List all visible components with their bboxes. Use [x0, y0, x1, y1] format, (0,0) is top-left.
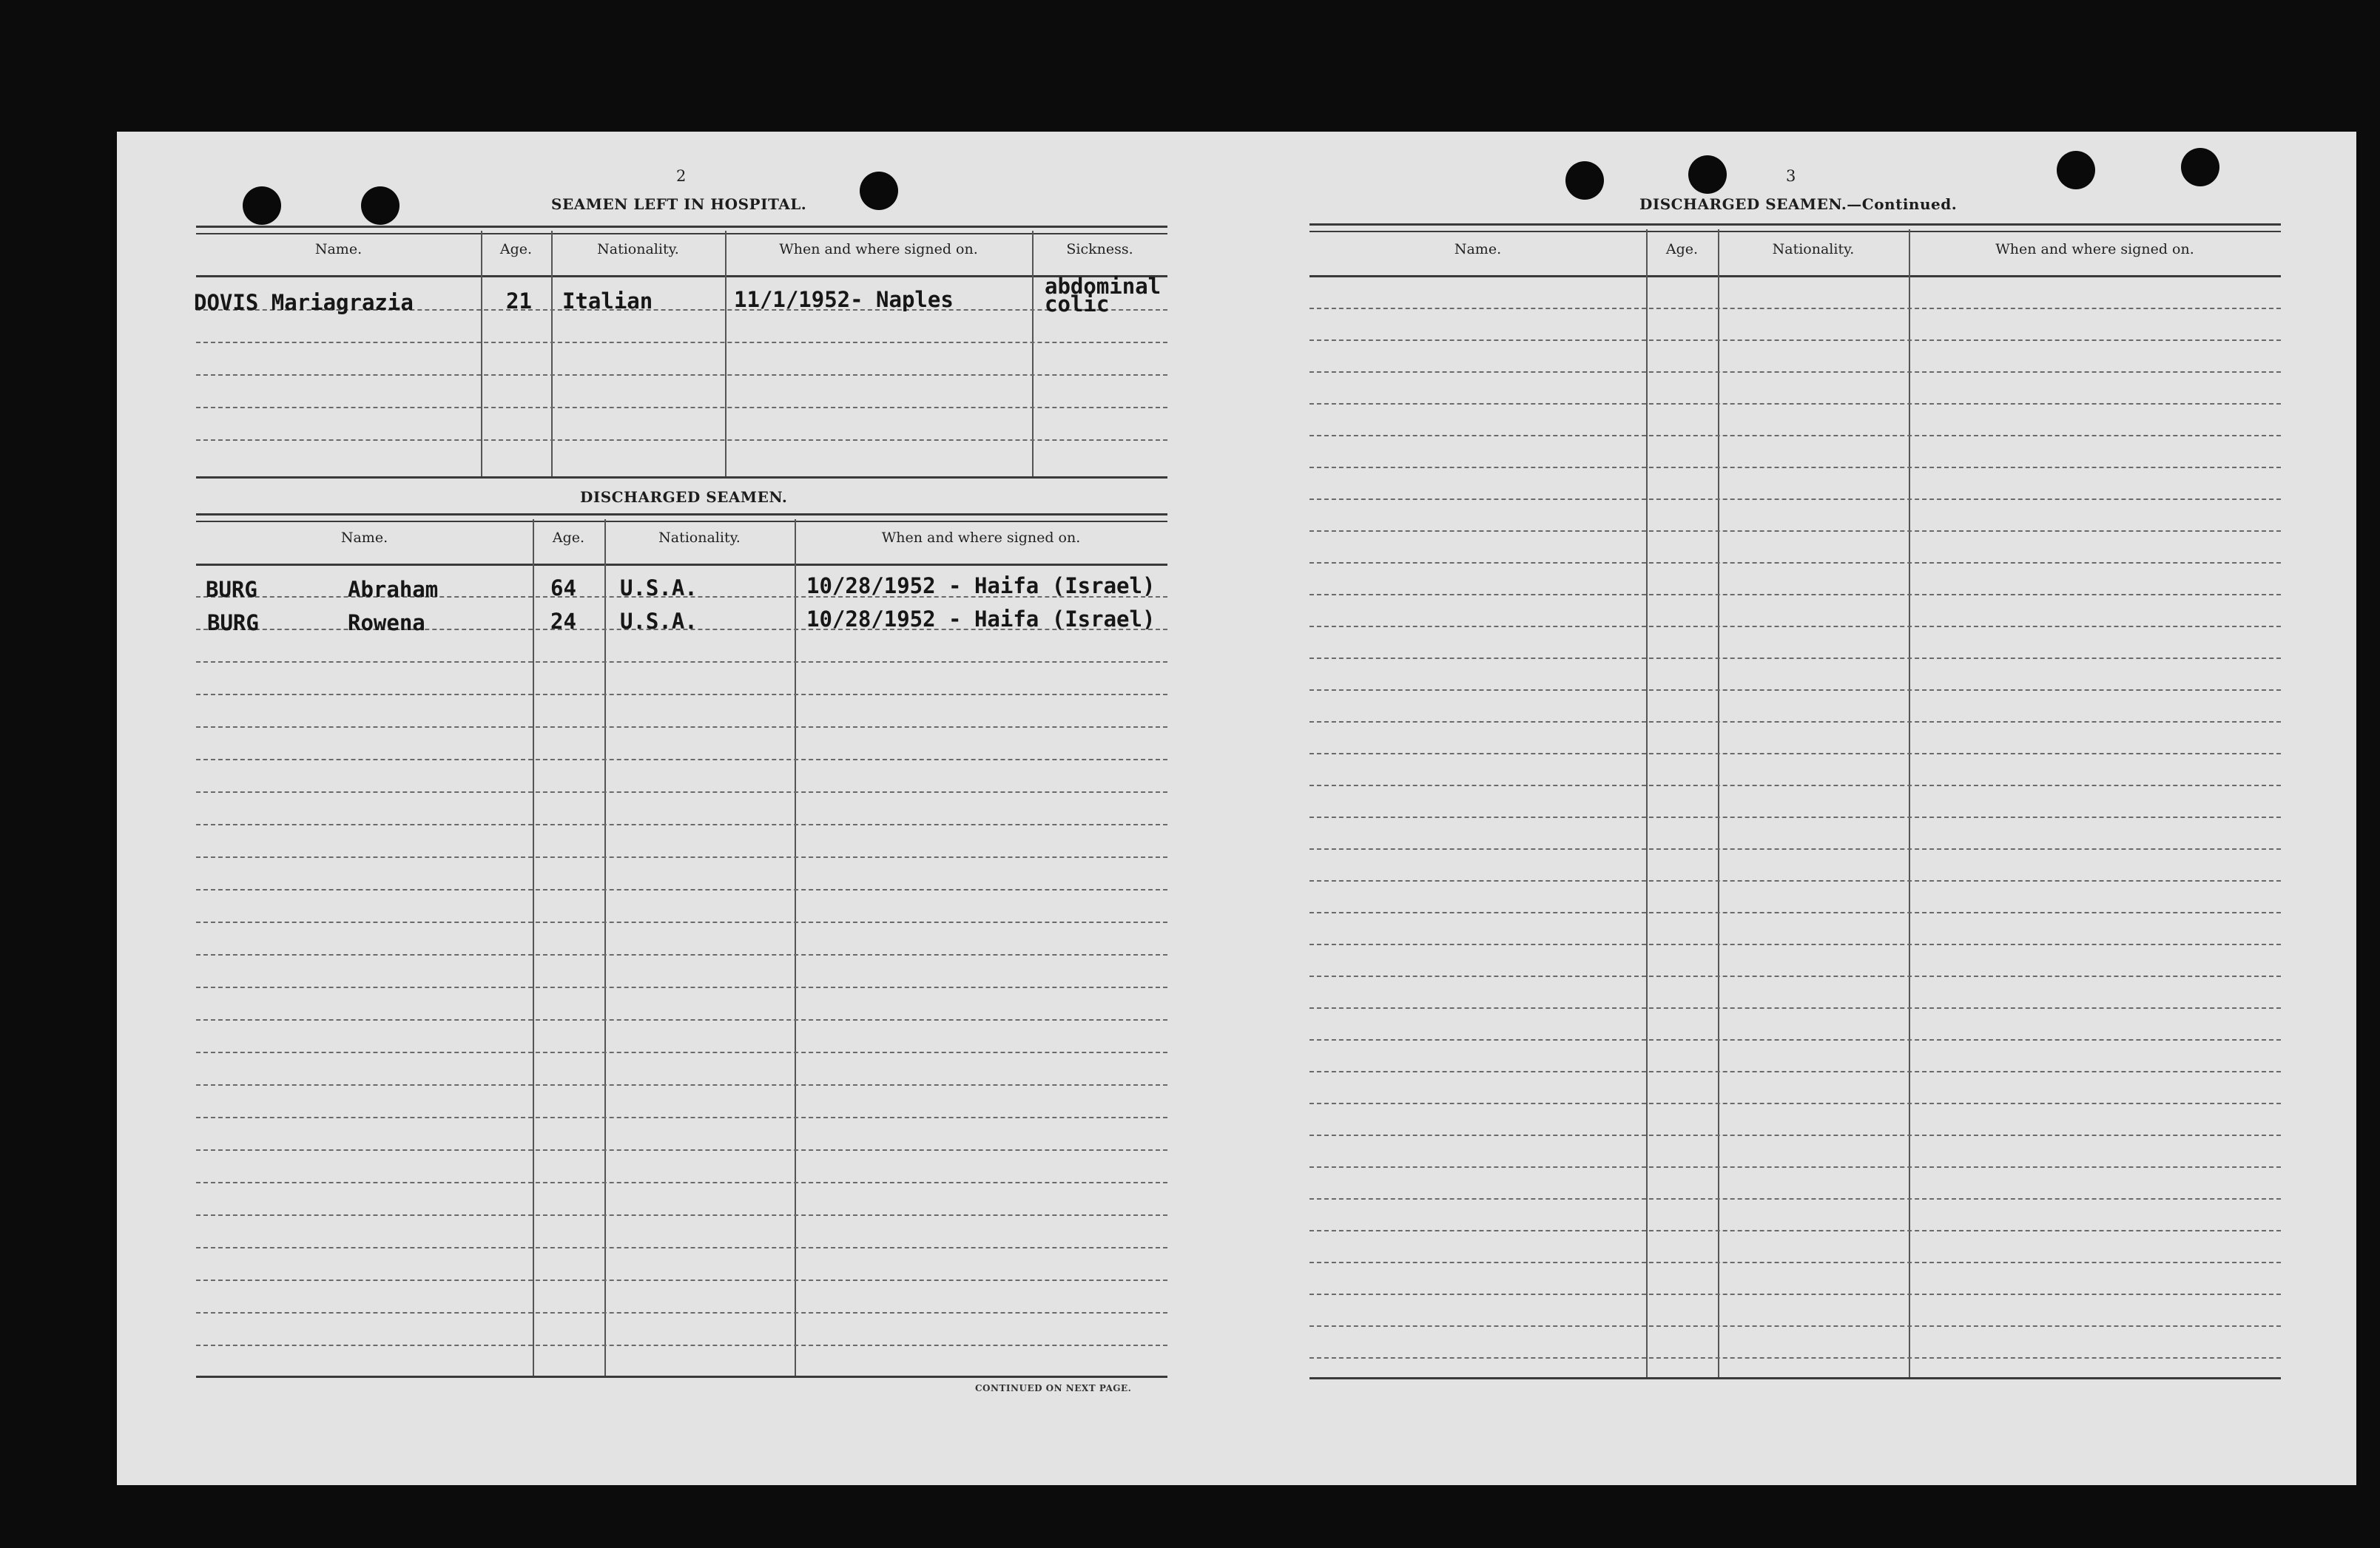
hospital-header-rule	[196, 226, 1167, 234]
discharged-subheader-rule	[196, 564, 1167, 566]
continued-footer: CONTINUED ON NEXT PAGE.	[975, 1383, 1132, 1393]
ruled-line	[196, 1149, 1167, 1151]
ruled-line	[1309, 785, 2281, 786]
ruled-line	[196, 342, 1167, 343]
discharged-entry-nationality: U.S.A.	[620, 609, 698, 634]
ruled-line	[196, 694, 1167, 695]
ruled-line	[1309, 467, 2281, 468]
ruled-line	[1309, 1357, 2281, 1359]
ruled-line	[196, 374, 1167, 376]
discharged-continued-title: DISCHARGED SEAMEN.—Continued.	[1639, 195, 1958, 213]
hospital-entry-sickness-cont: colic	[1045, 291, 1110, 317]
ruled-line	[196, 889, 1167, 890]
ruled-line	[196, 856, 1167, 858]
ruled-line	[1309, 753, 2281, 754]
ruled-line	[196, 1052, 1167, 1053]
punch-hole	[2181, 148, 2219, 186]
ruled-line	[1309, 1135, 2281, 1136]
right-header-rule	[1309, 223, 2281, 232]
discharged-entry-signed-on: 10/28/1952 - Haifa (Israel)	[806, 573, 1156, 598]
ruled-line	[1309, 1262, 2281, 1263]
ruled-line	[196, 439, 1167, 441]
ruled-line	[1309, 371, 2281, 373]
punch-hole	[1565, 161, 1604, 200]
ruled-line	[1309, 594, 2281, 595]
right-col-name: Name.	[1454, 241, 1502, 257]
discharged-entry-nationality: U.S.A.	[620, 575, 698, 601]
hospital-col-nationality: Nationality.	[597, 241, 679, 257]
right-subheader-rule	[1309, 275, 2281, 277]
ruled-line	[1309, 403, 2281, 405]
hospital-entry-nationality: Italian	[562, 288, 653, 314]
ruled-line	[196, 1247, 1167, 1248]
ruled-line	[196, 922, 1167, 923]
ruled-line	[196, 824, 1167, 825]
ruled-line	[1309, 1166, 2281, 1168]
ruled-line	[196, 759, 1167, 760]
ruled-line	[196, 661, 1167, 663]
hospital-entry-age: 21	[506, 288, 532, 314]
column-divider	[1909, 229, 1910, 1377]
punch-hole	[1688, 155, 1727, 194]
ruled-line	[196, 726, 1167, 728]
ruled-line	[196, 1117, 1167, 1118]
discharged-entry-age: 64	[550, 575, 576, 601]
discharged-col-name: Name.	[340, 530, 388, 546]
punch-hole	[361, 186, 400, 225]
hospital-col-sickness: Sickness.	[1066, 241, 1133, 257]
document-sheet	[117, 132, 2356, 1485]
ruled-line	[1309, 1294, 2281, 1295]
right-col-age: Age.	[1665, 241, 1699, 257]
column-divider	[1718, 229, 1719, 1377]
ruled-line	[1309, 1198, 2281, 1200]
ruled-line	[1309, 530, 2281, 532]
discharged-entry-signed-on: 10/28/1952 - Haifa (Israel)	[806, 606, 1156, 632]
ruled-line	[196, 1280, 1167, 1281]
ruled-line	[1309, 435, 2281, 436]
ruled-line	[196, 1182, 1167, 1183]
ruled-line	[196, 954, 1167, 956]
ruled-line	[1309, 308, 2281, 309]
discharged-entry-given: Abraham	[348, 577, 439, 602]
discharged-col-nationality: Nationality.	[658, 530, 741, 546]
punch-hole	[860, 172, 898, 210]
ruled-line	[196, 987, 1167, 988]
hospital-section-title: SEAMEN LEFT IN HOSPITAL.	[551, 195, 807, 213]
ruled-line	[1309, 912, 2281, 913]
discharged-entry-age: 24	[550, 609, 576, 634]
ruled-line	[1309, 562, 2281, 564]
right-col-nationality: Nationality.	[1772, 241, 1855, 257]
ruled-line	[1309, 1230, 2281, 1231]
ruled-line	[1309, 1103, 2281, 1104]
ruled-line	[1309, 658, 2281, 659]
ruled-line	[196, 1312, 1167, 1314]
ruled-line	[1309, 976, 2281, 977]
discharged-section-title: DISCHARGED SEAMEN.	[580, 488, 788, 506]
discharged-bottom-rule	[196, 1376, 1167, 1378]
hospital-entry-signed-on: 11/1/1952- Naples	[734, 287, 954, 312]
right-col-signed-on: When and where signed on.	[1995, 241, 2194, 257]
discharged-entry-surname: BURG	[206, 577, 257, 602]
discharged-col-signed-on: When and where signed on.	[881, 530, 1081, 546]
ruled-line	[1309, 689, 2281, 691]
ruled-line	[196, 1345, 1167, 1346]
ruled-line	[1309, 1325, 2281, 1327]
punch-hole	[243, 186, 281, 225]
ruled-line	[1309, 1071, 2281, 1072]
ruled-line	[196, 1019, 1167, 1021]
hospital-col-name: Name.	[314, 241, 363, 257]
hospital-entry-name: DOVIS Mariagrazia	[194, 290, 414, 315]
ruled-line	[1309, 1039, 2281, 1041]
hospital-col-signed-on: When and where signed on.	[779, 241, 978, 257]
ruled-line	[196, 1084, 1167, 1086]
discharged-col-age: Age.	[552, 530, 585, 546]
ruled-line	[1309, 817, 2281, 818]
ruled-line	[1309, 848, 2281, 850]
ruled-line	[1309, 339, 2281, 341]
page-number-right: 3	[1786, 167, 1796, 185]
discharged-header-rule	[196, 513, 1167, 522]
hospital-bottom-rule	[196, 476, 1167, 479]
punch-hole	[2057, 151, 2095, 189]
hospital-entry-sickness: abdominal	[1045, 274, 1162, 299]
right-bottom-rule	[1309, 1377, 2281, 1379]
ruled-line	[1309, 944, 2281, 945]
ruled-line	[1309, 1007, 2281, 1009]
ruled-line	[196, 791, 1167, 793]
discharged-entry-given: Rowena	[348, 610, 425, 635]
ruled-line	[1309, 721, 2281, 723]
ruled-line	[1309, 626, 2281, 627]
hospital-subheader-rule	[196, 275, 1167, 277]
ruled-line	[196, 407, 1167, 408]
discharged-entry-surname: BURG	[207, 610, 259, 635]
hospital-col-age: Age.	[499, 241, 533, 257]
column-divider	[1646, 229, 1648, 1377]
ruled-line	[1309, 880, 2281, 882]
ruled-line	[1309, 498, 2281, 500]
page-number-left: 2	[676, 167, 687, 185]
ruled-line	[196, 1214, 1167, 1216]
